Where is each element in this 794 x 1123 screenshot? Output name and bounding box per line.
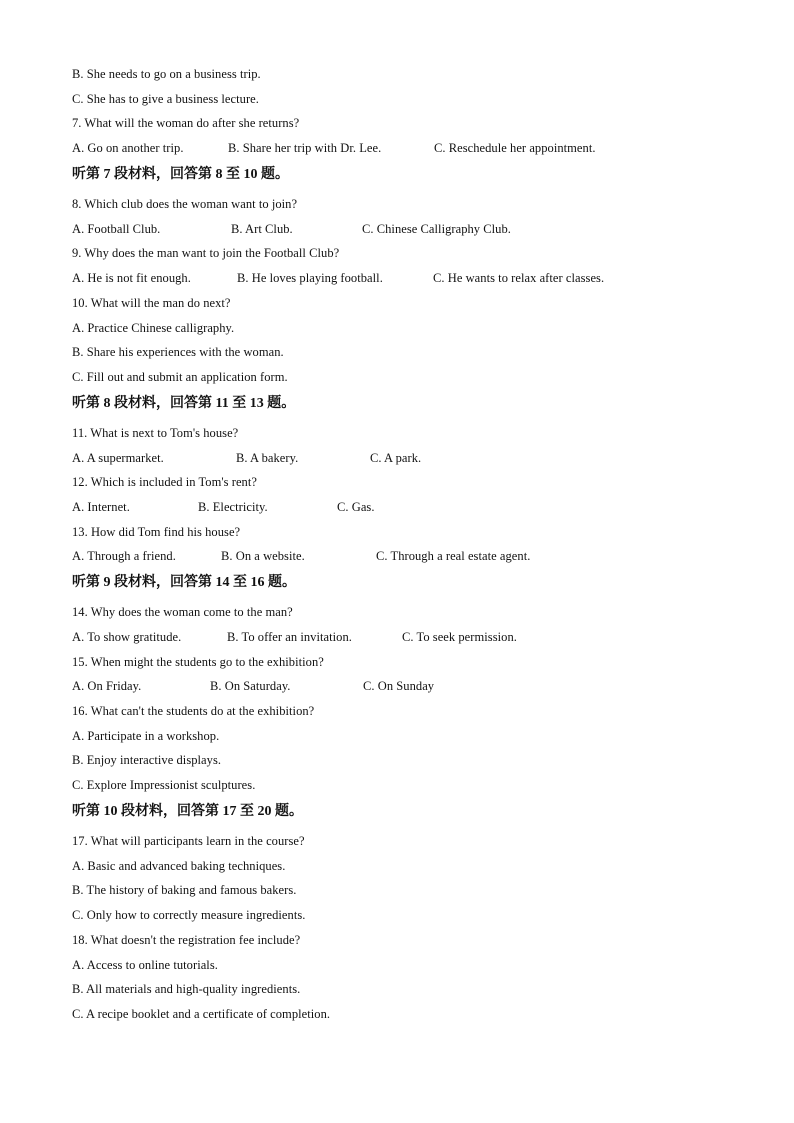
question-7: 7. What will the woman do after she returns? <box>72 116 300 130</box>
section-heading-9: 听第 9 段材料，回答第 14 至 16 题。 <box>72 575 296 590</box>
question-12: 12. Which is included in Tom's rent? <box>72 475 257 489</box>
option-c: C. Chinese Calligraphy Club. <box>362 222 511 236</box>
option-c: C. Reschedule her appointment. <box>434 141 596 155</box>
question-9: 9. Why does the man want to join the Football Club? <box>72 246 340 260</box>
option-line: B. She needs to go on a business trip. <box>72 67 261 81</box>
option-b: B. He loves playing football. <box>237 271 383 285</box>
option-line: C. Fill out and submit an application form. <box>72 370 288 384</box>
option-line: C. Explore Impressionist sculptures. <box>72 778 256 792</box>
option-line: A. Access to online tutorials. <box>72 958 218 972</box>
option-a: A. Football Club. <box>72 222 161 236</box>
question-14: 14. Why does the woman come to the man? <box>72 605 293 619</box>
option-a: A. Internet. <box>72 500 130 514</box>
option-c: C. He wants to relax after classes. <box>433 271 605 285</box>
option-b: B. On Saturday. <box>210 679 291 693</box>
option-line: C. A recipe booklet and a certificate of completion. <box>72 1007 331 1021</box>
question-8: 8. Which club does the woman want to join? <box>72 197 298 211</box>
question-11: 11. What is next to Tom's house? <box>72 426 239 440</box>
option-b: B. To offer an invitation. <box>227 630 352 644</box>
option-c: C. Through a real estate agent. <box>376 549 531 563</box>
question-17: 17. What will participants learn in the course? <box>72 834 305 848</box>
option-b: B. Electricity. <box>198 500 268 514</box>
question-16: 16. What can't the students do at the exhibition? <box>72 704 315 718</box>
option-line: C. Only how to correctly measure ingredients. <box>72 908 306 922</box>
option-a: A. To show gratitude. <box>72 630 182 644</box>
option-b: B. A bakery. <box>236 451 299 465</box>
question-10: 10. What will the man do next? <box>72 296 231 310</box>
option-line: B. The history of baking and famous bakers. <box>72 883 297 897</box>
option-a: A. Through a friend. <box>72 549 176 563</box>
option-line: A. Practice Chinese calligraphy. <box>72 321 235 335</box>
option-a: A. A supermarket. <box>72 451 164 465</box>
option-b: B. Share her trip with Dr. Lee. <box>228 141 382 155</box>
option-a: A. He is not fit enough. <box>72 271 191 285</box>
option-c: C. On Sunday <box>363 679 435 693</box>
option-a: A. On Friday. <box>72 679 142 693</box>
question-13: 13. How did Tom find his house? <box>72 525 241 539</box>
option-line: B. Enjoy interactive displays. <box>72 753 222 767</box>
option-c: C. A park. <box>370 451 422 465</box>
question-15: 15. When might the students go to the exhibition? <box>72 655 324 669</box>
section-heading-7: 听第 7 段材料，回答第 8 至 10 题。 <box>72 167 289 182</box>
option-a: A. Go on another trip. <box>72 141 184 155</box>
option-c: C. To seek permission. <box>402 630 517 644</box>
option-line: A. Participate in a workshop. <box>72 729 220 743</box>
section-heading-10: 听第 10 段材料，回答第 17 至 20 题。 <box>72 804 303 819</box>
option-c: C. Gas. <box>337 500 375 514</box>
option-line: A. Basic and advanced baking techniques. <box>72 859 286 873</box>
section-heading-8: 听第 8 段材料，回答第 11 至 13 题。 <box>72 396 296 411</box>
question-18: 18. What doesn't the registration fee include? <box>72 933 301 947</box>
option-line: C. She has to give a business lecture. <box>72 92 259 106</box>
option-b: B. Art Club. <box>231 222 293 236</box>
option-line: B. All materials and high-quality ingredients. <box>72 982 301 996</box>
option-line: B. Share his experiences with the woman. <box>72 345 284 359</box>
option-b: B. On a website. <box>221 549 305 563</box>
